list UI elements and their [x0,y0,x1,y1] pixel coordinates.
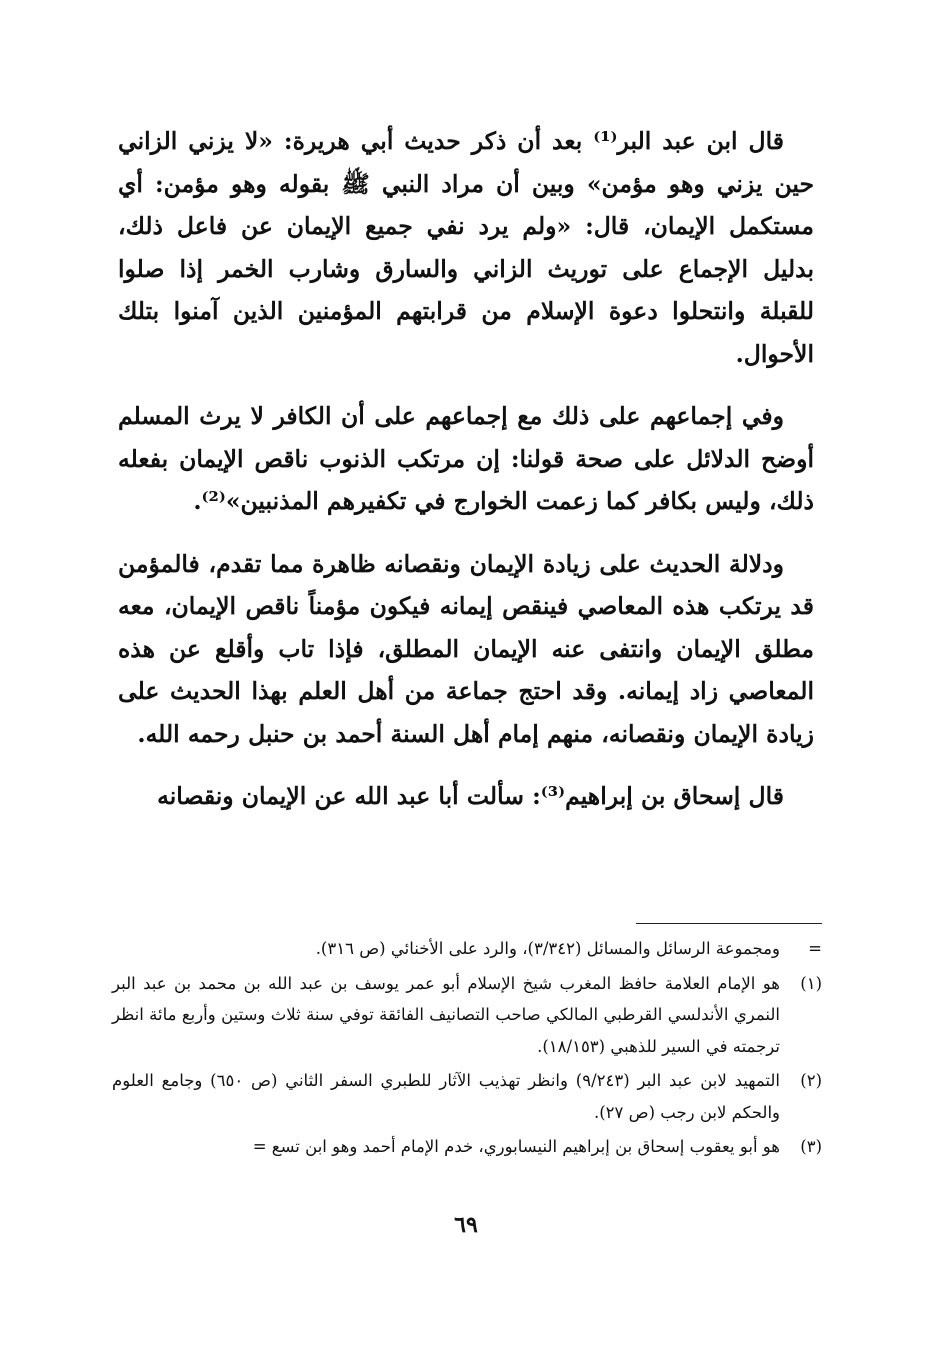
footnote-text: التمهيد لابن عبد البر (٩/٢٤٣) وانظر تهذيب الآثار للطبري السفر الثاني (ص ٦٥٠) وجامع العلوم والحكم لابن رجب (ص ٢٧). [112,1071,780,1122]
footnote-1 [112,968,822,1063]
footnote-marker: = [808,939,822,958]
footnote-2 [112,1065,822,1128]
footnote-marker: (٣) [800,1137,822,1156]
footnote-separator [636,923,822,924]
main-text [118,120,814,838]
footnote-continuation [112,933,822,965]
paragraph-consensus: وفي إجماعهم على ذلك مع إجماعهم على أن الكافر لا يرث المسلم أوضح الدلائل على صحة قولنا: إن مرتكب الذنوب ناقص الإيمان بفعله ذلك، وليس بكافر كما زعمت الخوارج في تكفيرهم المذنبين»⁽²⁾. [118,402,814,515]
footnote-3 [112,1131,822,1163]
footnote-marker: (٢) [800,1071,822,1090]
page-number: ٦٩ [454,1212,478,1238]
footnote-text: هو أبو يعقوب إسحاق بن إبراهيم النيسابوري، خدم الإمام أحمد وهو ابن تسع = [252,1137,780,1156]
footnotes [112,933,822,1166]
paragraph-ishaq-ibn-ibrahim: قال إسحاق بن إبراهيم⁽³⁾: سألت أبا عبد الله عن الإيمان ونقصانه [157,782,784,810]
footnote-text: ومجموعة الرسائل والمسائل (٣/٣٤٢)، والرد على الأخنائي (ص ٣١٦). [315,939,780,958]
paragraph-ibn-abd-al-barr: قال ابن عبد البر⁽¹⁾ بعد أن ذكر حديث أبي هريرة: «لا يزني الزاني حين يزني وهو مؤمن» وبين أن مراد النبي ﷺ بقوله وهو مؤمن: أي مستكمل الإيمان، قال: «ولم يرد نفي جميع الإيمان عن فاعل ذلك، بدليل الإجماع على توريث الزاني والسارق وشارب الخمر إذا صلوا للقبلة وانتحلوا دعوة الإسلام من قرابتهم المؤمنين الذين آمنوا بتلك الأحوال. [118,127,814,368]
paragraph-hadith-evidence: ودلالة الحديث على زيادة الإيمان ونقصانه ظاهرة مما تقدم، فالمؤمن قد يرتكب هذه المعاصي فينقص إيمانه فيكون مؤمناً ناقص الإيمان، معه مطلق الإيمان وانتفى عنه الإيمان المطلق، فإذا تاب وأقلع عن هذه المعاصي زاد إيمانه. وقد احتج جماعة من أهل العلم بهذا الحديث على زيادة الإيمان ونقصانه، منهم إمام أهل السنة أحمد بن حنبل رحمه الله. [118,549,814,748]
footnote-text: هو الإمام العلامة حافظ المغرب شيخ الإسلام أبو عمر يوسف بن عبد الله بن محمد بن عبد البر النمري الأندلسي القرطبي المالكي صاحب التصانيف الفائقة توفي سنة ثلاث وستين وأربع مائة انظر ترجمته في السير للذهبي (١٨/١٥٣). [112,973,780,1056]
footnote-marker: (١) [800,973,822,993]
